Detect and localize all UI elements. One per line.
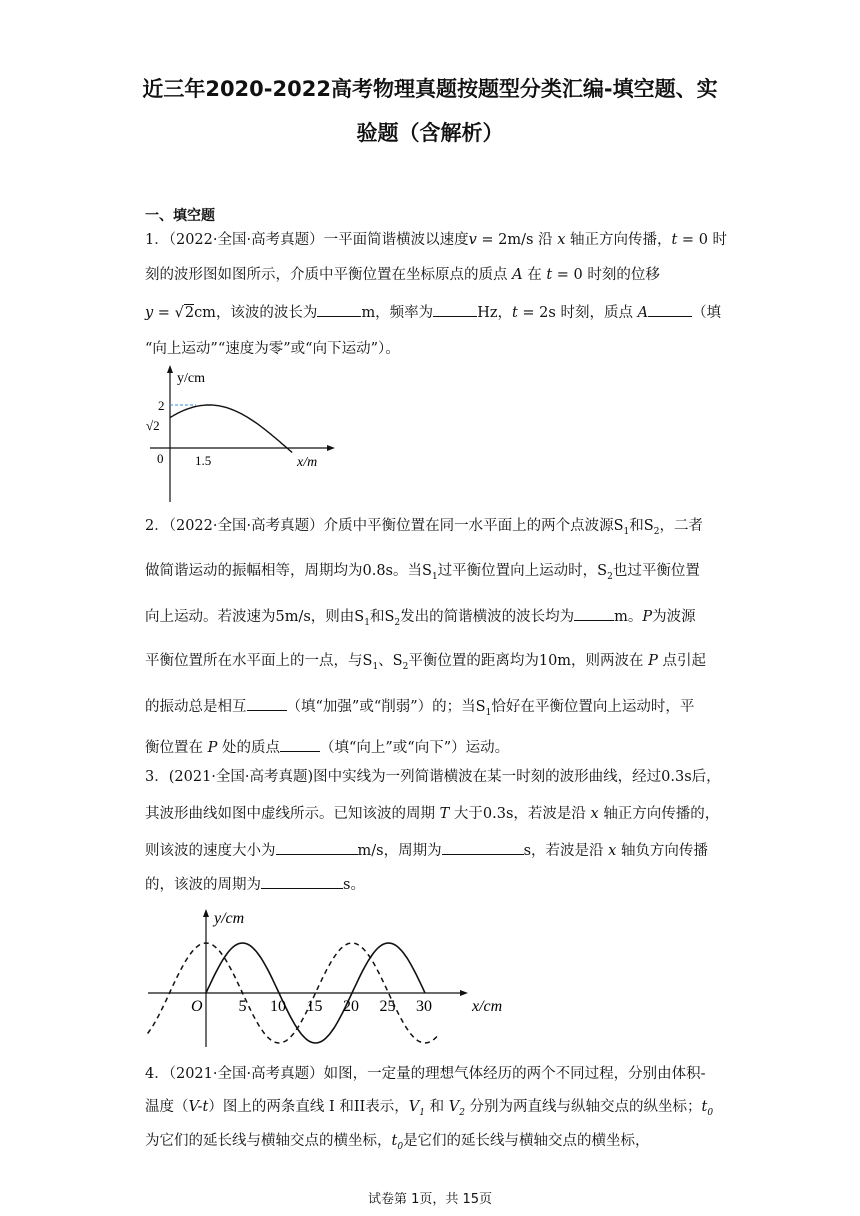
q4-line1: 4．（2021·全国·高考真题）如图，一定量的理想气体经历的两个不同过程，分别由体积- [145,1066,706,1082]
q1-blank-frequency[interactable] [433,302,477,317]
q2-line4: 平衡位置所在水平面上的一点，与$S_1$、$S_2$平衡位置的距离均为10m，则两波在 P 点引起 [145,653,707,672]
q1-blank-wavelength[interactable] [317,302,361,317]
q2-line6: 衡位置在 P 处的质点 （填“向上”或“向下”）运动。 [145,737,509,758]
fig3-origin: O [191,998,203,1015]
q3-wave-figure [140,905,520,1053]
q2-blank-wavelength[interactable] [574,606,614,621]
fig3-tick-20: 20 [343,998,359,1015]
fig1-xlabel: x/m [297,455,318,470]
q3-line2: 其波形曲线如图中虚线所示。已知该波的周期 T 大于0.3s，若波是沿 x 轴正方向传播的， [145,806,720,822]
fig3-tick-labels [239,998,433,1015]
fig3-tick-15: 15 [306,998,323,1015]
q3-blank-speed[interactable] [276,840,358,855]
q2-blank-direction[interactable] [280,737,320,752]
q2-line2: 做简谐运动的振幅相等，周期均为0.8s。当$S_1$过平衡位置向上运动时，$S_2$也过平衡位置 [145,563,700,582]
q1-line1: 1．（2022·全国·高考真题）一平面简谐横波以速度v = 2m/s 沿 x 轴正方向传播，t = 0 时 [145,232,728,248]
q1-blank-motion[interactable] [648,302,692,317]
fig1-tick-sqrt2: √2 [146,418,160,433]
q2-blank-interference[interactable] [247,696,287,711]
q1-number: 1． [145,232,169,248]
q1-line4: “向上运动”“速度为零”或“向下运动”）。 [145,341,400,357]
page-title-line2: 验题（含解析） [356,121,504,145]
fig1-ylabel: y/cm [177,371,205,386]
fig3-xlabel: x/cm [472,998,503,1015]
q1-wave-figure [140,362,340,507]
fig3-tick-10: 10 [270,998,286,1015]
y-axis-arrow [167,365,173,373]
fig1-tick-2: 2 [158,398,165,413]
fig3-tick-5: 5 [238,998,247,1015]
q4-line2: 温度（V-t）图上的两条直线 I 和II表示，$V_1$ 和 $V_2$ 分别为两直线与纵轴交点的纵坐标；$t_0$ [145,1099,714,1118]
fig3-ylabel: y/cm [214,910,245,927]
q3-blank-period-negative[interactable] [261,874,343,889]
q4-line3: 为它们的延长线与横轴交点的横坐标，$t_0$是它们的延长线与横轴交点的横坐标， [145,1133,650,1152]
fig3-tick-30: 30 [416,998,432,1015]
q3-line1: 3．(2021·全国·高考真题)图中实线为一列简谐横波在某一时刻的波形曲线，经过0.3s后， [145,769,721,785]
x-axis-arrow [460,990,468,996]
section-heading: 一、填空题 [145,208,215,224]
q2-line1: 2．（2022·全国·高考真题）介质中平衡位置在同一水平面上的两个点波源$S_1$和$S_2$，二者 [145,518,703,537]
sqrt-symbol: √2 [174,305,195,321]
q1-source: （2022·全国·高考真题） [168,232,324,248]
fig1-tick-1.5: 1.5 [195,453,212,468]
x-axis-arrow [327,445,335,451]
q2-line3: 向上运动。若波速为5m/s，则由$S_1$和$S_2$发出的简谐横波的波长均为 m。P为波源 [145,606,696,633]
wave-curve [170,405,292,453]
fig1-origin: 0 [157,451,164,466]
fig3-tick-25: 25 [379,998,396,1015]
y-axis-arrow [203,909,209,917]
q1-line3: y = √2cm，该波的波长为 m，频率为 Hz，t = 2s 时刻，质点 A （填 [145,302,721,323]
q3-blank-period[interactable] [442,840,524,855]
page-footer: 试卷第 1页，共 15页 [367,1192,493,1207]
q3-line3: 则该波的速度大小为 m/s，周期为 s，若波是沿 x 轴负方向传播 [145,840,708,861]
q1-line2: 刻的波形图如图所示，介质中平衡位置在坐标原点的质点 A 在 t = 0 时刻的位移 [145,267,660,283]
q2-line5: 的振动总是相互 （填“加强”或“削弱”）的；当$S_1$恰好在平衡位置向上运动时，平 [145,696,694,723]
q3-line4: 的，该波的周期为 s。 [145,874,365,895]
page-title-line1: 近三年2020-2022高考物理真题按题型分类汇编-填空题、实 [142,77,718,101]
